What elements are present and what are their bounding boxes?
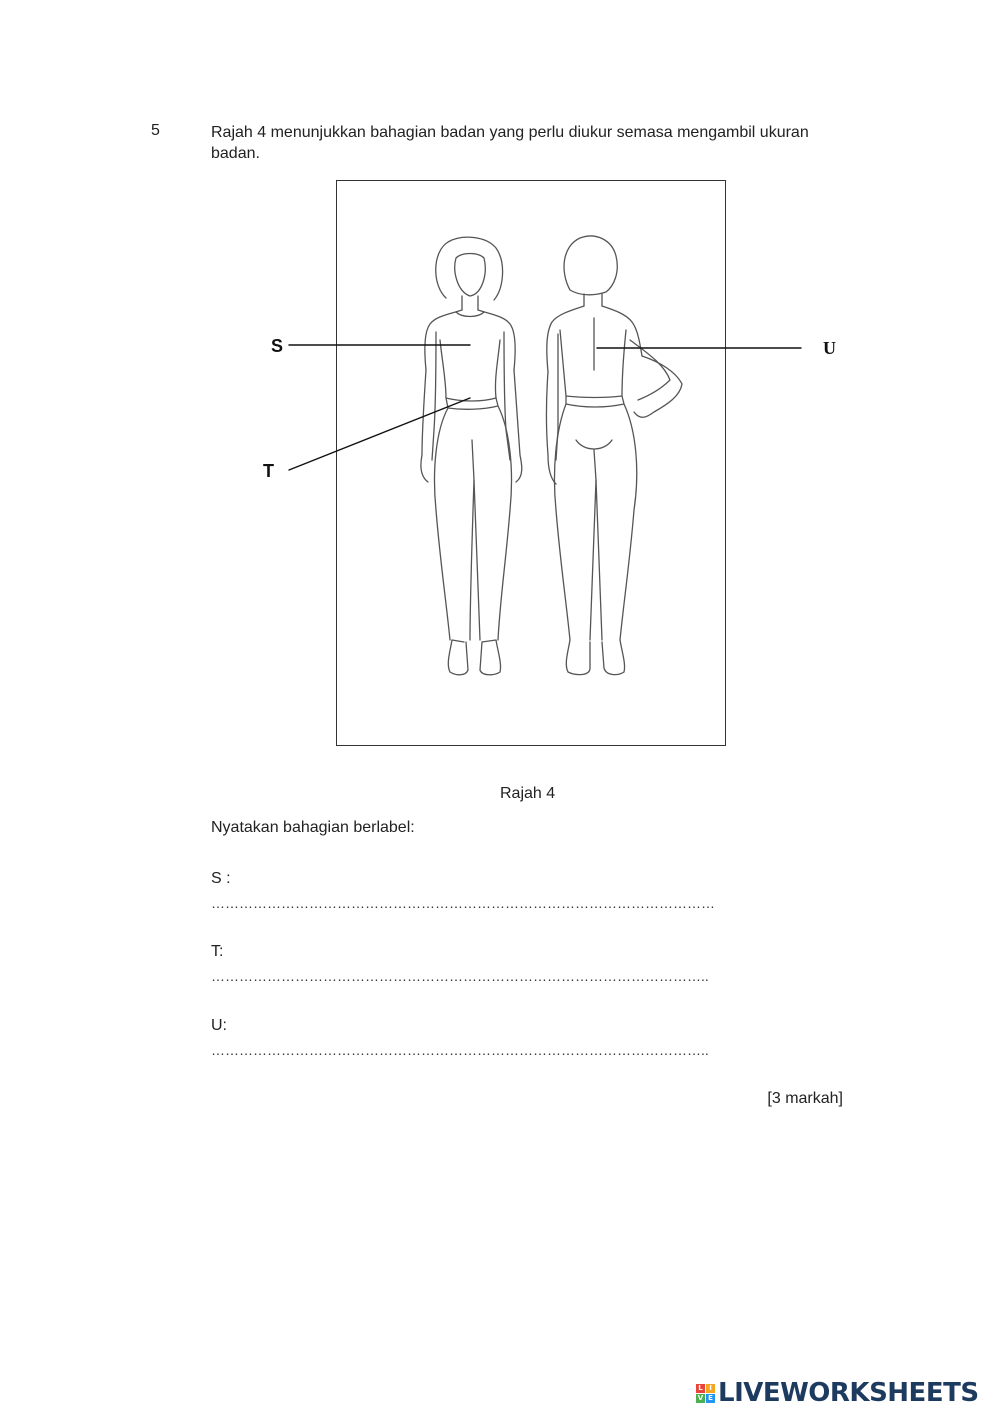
- question-text: Rajah 4 menunjukkan bahagian badan yang perlu diukur semasa mengambil ukuran badan.: [211, 124, 809, 162]
- pointer-line-t: [289, 398, 470, 470]
- marks-label: [3 markah]: [767, 1090, 843, 1107]
- answer-label-s: S :: [211, 870, 231, 887]
- logo-grid-icon: L I V E: [696, 1384, 715, 1403]
- question-number: 5: [151, 122, 160, 139]
- answer-line-t[interactable]: ……………………………………………………………………………………………..: [211, 968, 709, 984]
- answer-line-u[interactable]: ……………………………………………………………………………………………..: [211, 1042, 709, 1058]
- label-s: S: [271, 336, 284, 356]
- label-u: U: [823, 338, 836, 358]
- answer-label-t: T:: [211, 943, 224, 960]
- back-figure: [547, 236, 683, 675]
- front-figure: [421, 237, 522, 675]
- liveworksheets-logo: [696, 1378, 979, 1408]
- answer-label-u: U:: [211, 1017, 227, 1034]
- instruction-text: Nyatakan bahagian berlabel:: [211, 819, 415, 836]
- label-t: T: [263, 461, 274, 481]
- figure-caption: Rajah 4: [500, 785, 556, 802]
- answer-line-s[interactable]: ………………………………………………………………………………………………: [211, 895, 715, 911]
- logo-text: LIVEWORKSHEETS: [718, 1378, 979, 1408]
